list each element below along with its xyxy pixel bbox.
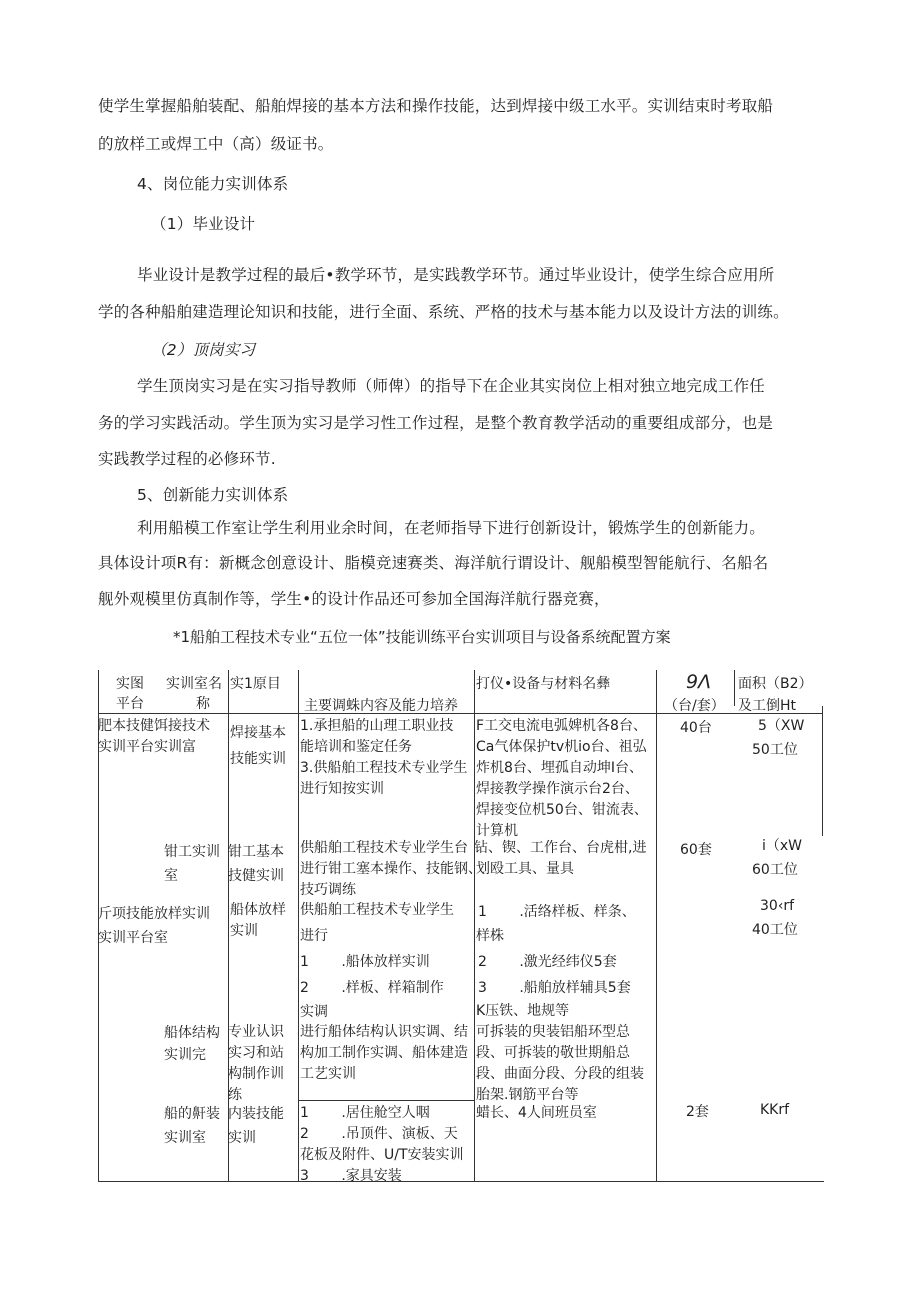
header-room-b: 称 bbox=[196, 696, 210, 712]
row1-area-1: 5（XW bbox=[758, 718, 805, 734]
row2-area-2: 60工位 bbox=[752, 862, 798, 878]
row4-project-2: 实习和站 bbox=[228, 1045, 284, 1061]
row1-equipment-5: 焊接变位机50台、钳流表、 bbox=[476, 802, 648, 818]
row1-equipment-3: 炸机8台、埋孤自动坤I台、 bbox=[476, 760, 644, 776]
row5-area: KKrf bbox=[760, 1102, 790, 1118]
row2-content-3: 技巧调练 bbox=[300, 882, 356, 898]
row1-equipment-2: Ca气体保护tv机io台、祖弘 bbox=[476, 739, 647, 755]
col-divider-qty-head bbox=[734, 670, 735, 706]
col-divider-area bbox=[822, 706, 823, 836]
header-area-b: 及工倒Ht bbox=[738, 698, 797, 714]
row5-content-1: 1 .居住舱空人咽 bbox=[300, 1105, 430, 1121]
row5-content-3: 花板及附件、U/T安装实训 bbox=[300, 1147, 464, 1163]
row3-content-4: 2 .样板、样箱制作 bbox=[300, 980, 444, 996]
row2-project: 钳工基本 bbox=[228, 844, 284, 860]
row4-equipment-3: 段、曲面分段、分段的组装 bbox=[476, 1066, 644, 1082]
row1-equipment-1: F工交电流电弧婢机各8台、 bbox=[476, 718, 647, 734]
para1-line1: 使学生掌握船舶装配、船舶焊接的基本方法和操作技能，达到焊接中级工水平。实训结束时考取船 bbox=[98, 97, 774, 115]
header-platform-a: 实图 bbox=[116, 676, 144, 692]
row3-equipment-5: K压铁、地规等 bbox=[476, 1003, 570, 1019]
row1-equipment-6: 计算机 bbox=[476, 823, 518, 839]
row3-content-3: 1 .船体放样实训 bbox=[300, 954, 430, 970]
col-divider-equipment bbox=[656, 670, 657, 1182]
header-area-a: 面积（B2） bbox=[738, 676, 813, 692]
row2-content-2: 进行钳工塞本操作、技能钢、 bbox=[300, 861, 482, 877]
row4-project-3: 构制作训 bbox=[228, 1066, 284, 1082]
sub2-heading: （2）顶岗实习 bbox=[151, 341, 256, 359]
sub1-line2: 学的各种船舶建造理论知识和技能，进行全面、系统、严格的技术与基本能力以及设计方法的训练。 bbox=[98, 303, 789, 321]
row4-equipment-2: 段、可拆装的敬世期船总 bbox=[476, 1045, 630, 1061]
col-divider-project bbox=[298, 670, 299, 1182]
sub1-line1: 毕业设计是教学过程的最后•教学环节，是实践教学环节。通过毕业设计，使学生综合应用所 bbox=[137, 266, 775, 284]
row3-equipment-1: 1 .活络样板、样条、 bbox=[478, 904, 636, 920]
header-project: 实1原目 bbox=[230, 676, 281, 692]
row5-project: 内装技能 bbox=[228, 1106, 284, 1122]
row1-content-2: 能培训和鉴定任务 bbox=[300, 739, 412, 755]
row1-content-3: 3.供船舶工程技术专业学生 bbox=[300, 760, 468, 776]
col-divider-content bbox=[474, 670, 475, 1182]
row5-project-cont: 实训 bbox=[228, 1130, 256, 1146]
content-rule bbox=[298, 1100, 474, 1101]
row3-platform: 斤项技能放样实训 bbox=[98, 906, 210, 922]
para1-line2: 的放样工或焊工中（高）级证书。 bbox=[98, 135, 334, 153]
table-border-bottom bbox=[98, 1181, 824, 1182]
row4-equipment-1: 可拆装的臾装铝船环型总 bbox=[476, 1024, 630, 1040]
row3-equipment-2: 样株 bbox=[476, 928, 504, 944]
header-room-a: 实训室名 bbox=[166, 676, 222, 692]
equipment-table bbox=[98, 670, 824, 1182]
row2-area-1: i（xW bbox=[762, 838, 803, 854]
section5-line2: 具体设计项R有：新概念创意设计、脂模竞速赛类、海洋航行谓设计、舰船模型智能航行、名船名 bbox=[98, 554, 769, 572]
row2-qty: 60套 bbox=[680, 842, 712, 858]
row1-project-cont: 技能实训 bbox=[230, 751, 286, 767]
header-qty-a: 9Λ bbox=[686, 671, 712, 693]
row4-room: 船体结构 bbox=[164, 1025, 220, 1041]
row1-qty: 40台 bbox=[680, 720, 712, 736]
header-equipment: 打仪•设备与材料名彝 bbox=[476, 676, 611, 692]
row5-qty: 2套 bbox=[686, 1104, 709, 1120]
sub2-line1: 学生顶岗实习是在实习指导教师（师俾）的指导下在企业其实岗位上相对独立地完成工作任 bbox=[137, 377, 766, 395]
row2-room-cont: 室 bbox=[164, 868, 178, 884]
row1-content-1: 1.承担船的山理工职业技 bbox=[300, 718, 454, 734]
row5-room-cont: 实训室 bbox=[164, 1130, 206, 1146]
header-content: 主要调蛛内容及能力培养 bbox=[304, 698, 458, 714]
row4-content-1: 进行船体结构认识实调、结 bbox=[300, 1024, 468, 1040]
row3-equipment-3: 2 .激光经纬仪5套 bbox=[478, 954, 617, 970]
row5-content-2: 2 .吊顶件、演板、天 bbox=[300, 1126, 458, 1142]
row3-project: 船体放样 bbox=[230, 902, 286, 918]
table-caption: *1船舶工程技术专业“五位一体”技能训练平台实训项目与设备系统配置方案 bbox=[173, 628, 671, 646]
sub2-line2: 务的学习实践活动。学生顶为实习是学习性工作过程，是整个教育教学活动的重要组成部分，也是 bbox=[98, 414, 774, 432]
row3-content-1: 供船舶工程技术专业学生 bbox=[300, 902, 454, 918]
header-qty-b: （台/套） bbox=[664, 698, 725, 714]
row1-area-2: 50工位 bbox=[752, 742, 798, 758]
row3-area-1: 30‹rf bbox=[760, 898, 795, 914]
row2-equipment-1: 钻、锲、工作台、台虎柑,进 bbox=[474, 840, 647, 856]
row4-content-2: 构加工制作实调、船体建造 bbox=[300, 1045, 468, 1061]
section5-line1: 利用船模工作室让学生利用业余时间，在老师指导下进行创新设计，锻炼学生的创新能力。 bbox=[137, 519, 766, 537]
row3-area-2: 40工位 bbox=[752, 922, 798, 938]
row4-project-4: 练 bbox=[228, 1087, 242, 1103]
row1-platform-cont: 实训平台实训富 bbox=[98, 739, 196, 755]
row4-equipment-4: 胎架.钢筋平台等 bbox=[476, 1087, 579, 1103]
row1-equipment-4: 焊接教学操作演示台2台、 bbox=[476, 781, 639, 797]
row2-room: 钳工实训 bbox=[164, 844, 220, 860]
row2-project-cont: 技健实训 bbox=[228, 868, 284, 884]
row3-project-cont: 实训 bbox=[230, 923, 258, 939]
row5-equipment-1: 蜡长、4人间班员室 bbox=[476, 1105, 597, 1121]
row5-content-4: 3 .家具安装 bbox=[300, 1168, 402, 1184]
section5-heading: 5、创新能力实训体系 bbox=[137, 486, 289, 504]
sub2-line3: 实践教学过程的必修环节. bbox=[98, 450, 276, 468]
row4-content-3: 工艺实训 bbox=[300, 1066, 356, 1082]
sub1-heading: （1）毕业设计 bbox=[151, 215, 256, 233]
row1-platform: 肥本技健饵接技术 bbox=[98, 718, 210, 734]
row3-platform-cont: 实训平台室 bbox=[98, 930, 168, 946]
section5-line3: 舰外观模里仿真制作等，学生•的设计作品还可参加全国海洋航行器竞赛， bbox=[98, 590, 610, 608]
row3-equipment-4: 3 .船舶放样辅具5套 bbox=[478, 980, 631, 996]
section4-heading: 4、岗位能力实训体系 bbox=[137, 175, 289, 193]
row1-project: 焊接基本 bbox=[230, 725, 286, 741]
row2-equipment-2: 划殴工具、量具 bbox=[476, 861, 574, 877]
row2-content-1: 供船舶工程技术专业学生台 bbox=[300, 840, 468, 856]
row5-room: 船的鼾装 bbox=[164, 1106, 220, 1122]
row3-content-2: 进行 bbox=[300, 928, 328, 944]
row4-room-cont: 实训完 bbox=[164, 1047, 206, 1063]
header-platform-b: 平台 bbox=[116, 696, 144, 712]
row3-content-5: 实调 bbox=[300, 1004, 328, 1020]
row1-content-4: 进行知按实训 bbox=[300, 781, 384, 797]
row4-project-1: 专业认识 bbox=[228, 1024, 284, 1040]
